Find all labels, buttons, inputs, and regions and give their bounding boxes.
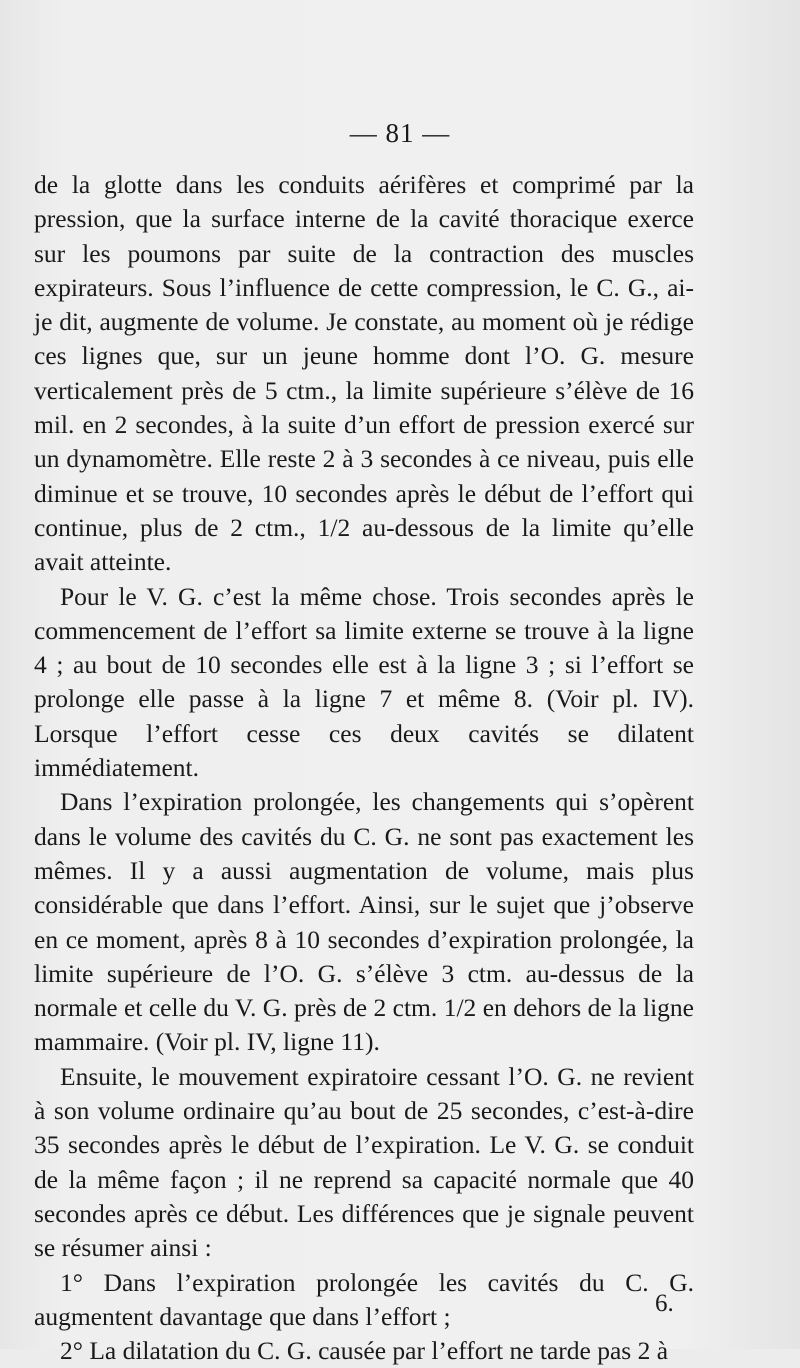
- signature-mark: 6.: [655, 1290, 674, 1317]
- paragraph-6: 2° La dilatation du C. G. causée par l’effort ne tarde pas 2 à: [60, 1336, 669, 1366]
- paragraph-2: Pour le V. G. c’est la même chose. Trois secondes après le commencement de l’effort sa limite externe se trouve à la ligne 4 ; au bout de 10 secondes elle est à la ligne 3 ; si l’effort se prolonge elle passe à la ligne 7 et même 8. (Voir pl. IV). Lorsque l’effort cesse ces deux cavités se dilatent immédiatement.: [34, 581, 694, 783]
- paragraph-5: 1° Dans l’expiration prolongée les cavités du C. G. augmentent davantage que dans l’effort ;: [34, 1267, 694, 1331]
- paragraph-4: Ensuite, le mouvement expiratoire cessant l’O. G. ne revient à son volume ordinaire qu’au bout de 25 secondes, c’est-à-dire 35 secondes après le début de l’expiration. Le V. G. se conduit de la même façon ; il ne reprend sa capacité normale que 40 secondes après ce début. Les différences que je signale peuvent se résumer ainsi :: [34, 1061, 694, 1263]
- body-text: [34, 168, 694, 1368]
- paragraph-1: de la glotte dans les conduits aérifères et comprimé par la pression, que la surface interne de la cavité thoracique exerce sur les poumons par suite de la contraction des muscles expirateurs. Sous l’influence de cette compression, le C. G., ai-je dit, augmente de volume. Je constate, au moment où je rédige ces lignes que, sur un jeune homme dont l’O. G. mesure verticalement près de 5 ctm., la limite supérieure s’élève de 16 mil. en 2 secondes, à la suite d’un effort de pression exercé sur un dynamomètre. Elle reste 2 à 3 secondes à ce niveau, puis elle diminue et se trouve, 10 secondes après le début de l’effort qui continue, plus de 2 ctm., 1/2 au-dessous de la limite qu’elle avait atteinte.: [34, 170, 694, 577]
- paragraph-3: Dans l’expiration prolongée, les changements qui s’opèrent dans le volume des cavités du C. G. ne sont pas exactement les mêmes. Il y a aussi augmentation de volume, mais plus considérable que dans l’effort. Ainsi, sur le sujet que j’observe en ce moment, après 8 à 10 secondes d’expiration prolongée, la limite supérieure de l’O. G. s’élève 3 ctm. au-dessus de la normale et celle du V. G. près de 2 ctm. 1/2 en dehors de la ligne mammaire. (Voir pl. IV, ligne 11).: [34, 787, 694, 1057]
- page-number-header: — 81 —: [349, 118, 451, 148]
